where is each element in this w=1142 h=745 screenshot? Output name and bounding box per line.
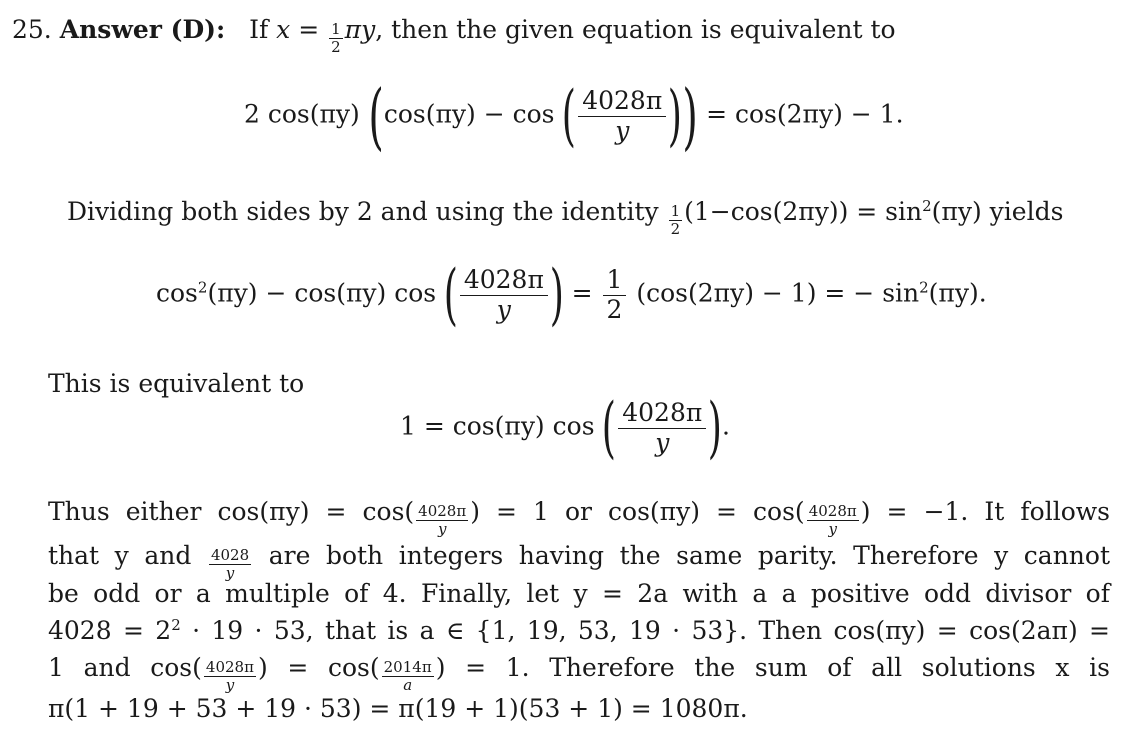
intro-substitution: x = $\frac{1}{2}$ πy xyxy=(276,15,376,57)
paragraph-conclusion-line-6: π(1 + 19 + 53 + 19 · 53) = π(19 + 1)(53 + 1) = 1080π. xyxy=(48,694,748,723)
intro-then: , then the given equation is equivalent to xyxy=(375,15,896,44)
paragraph-conclusion-line-5: 1 and cos( $\frac{4028\pi}{y}$ ) = cos( $\frac{2014\pi}{a}$ ) = 1. Therefore the sum of all solutions x is xyxy=(48,653,1111,695)
paragraph-identity: Dividing both sides by 2 and using the identity $\frac{1}{2}$ $(1-\cos(2\pi y)) = \sin^2(\pi y)$ yields xyxy=(67,197,1064,239)
answer-label: Answer (D): xyxy=(59,15,226,44)
paragraph-conclusion-line-4: $4028 = 2^2 \cdot 19 \cdot 53$, that is a ∈ {1, 19, 53, 19 · 53}. Then cos(πy) = cos(2aπ) = xyxy=(48,616,1111,645)
paragraph-equivalent: This is equivalent to xyxy=(48,369,305,398)
intro-if: If xyxy=(249,15,269,44)
intro-line xyxy=(12,14,896,57)
equation-3: 1 = cos(πy) cos ( $\frac{4028\pi}{y}$ ). xyxy=(400,389,730,466)
paragraph-conclusion-line-2: that y and $\frac{4028}{y}$ are both integers having the same parity. Therefore y cannot xyxy=(48,541,1110,583)
paragraph-conclusion-line-3: be odd or a multiple of 4. Finally, let y = 2a with a a positive odd divisor of xyxy=(48,579,1110,608)
equation-1: 2 cos(πy) (cos(πy) − cos ( $\frac{4028\pi}{y}$ )) = cos(2πy) − 1. xyxy=(244,74,904,158)
problem-number: 25. xyxy=(12,15,52,44)
equation-2: $\cos^2(\pi y) - \cos(\pi y)$ cos ( $\frac{4028\pi}{y}$ ) = $\frac{1}{2}$ (cos(2πy) − 1) = − $\sin^2(\pi y)$. xyxy=(156,256,987,333)
paragraph-conclusion-line-1: Thus either cos(πy) = cos( $\frac{4028\pi}{y}$ ) = 1 or cos(πy) = cos( $\frac{4028\pi}{y}$ ) = −1. It follows xyxy=(48,497,1110,539)
